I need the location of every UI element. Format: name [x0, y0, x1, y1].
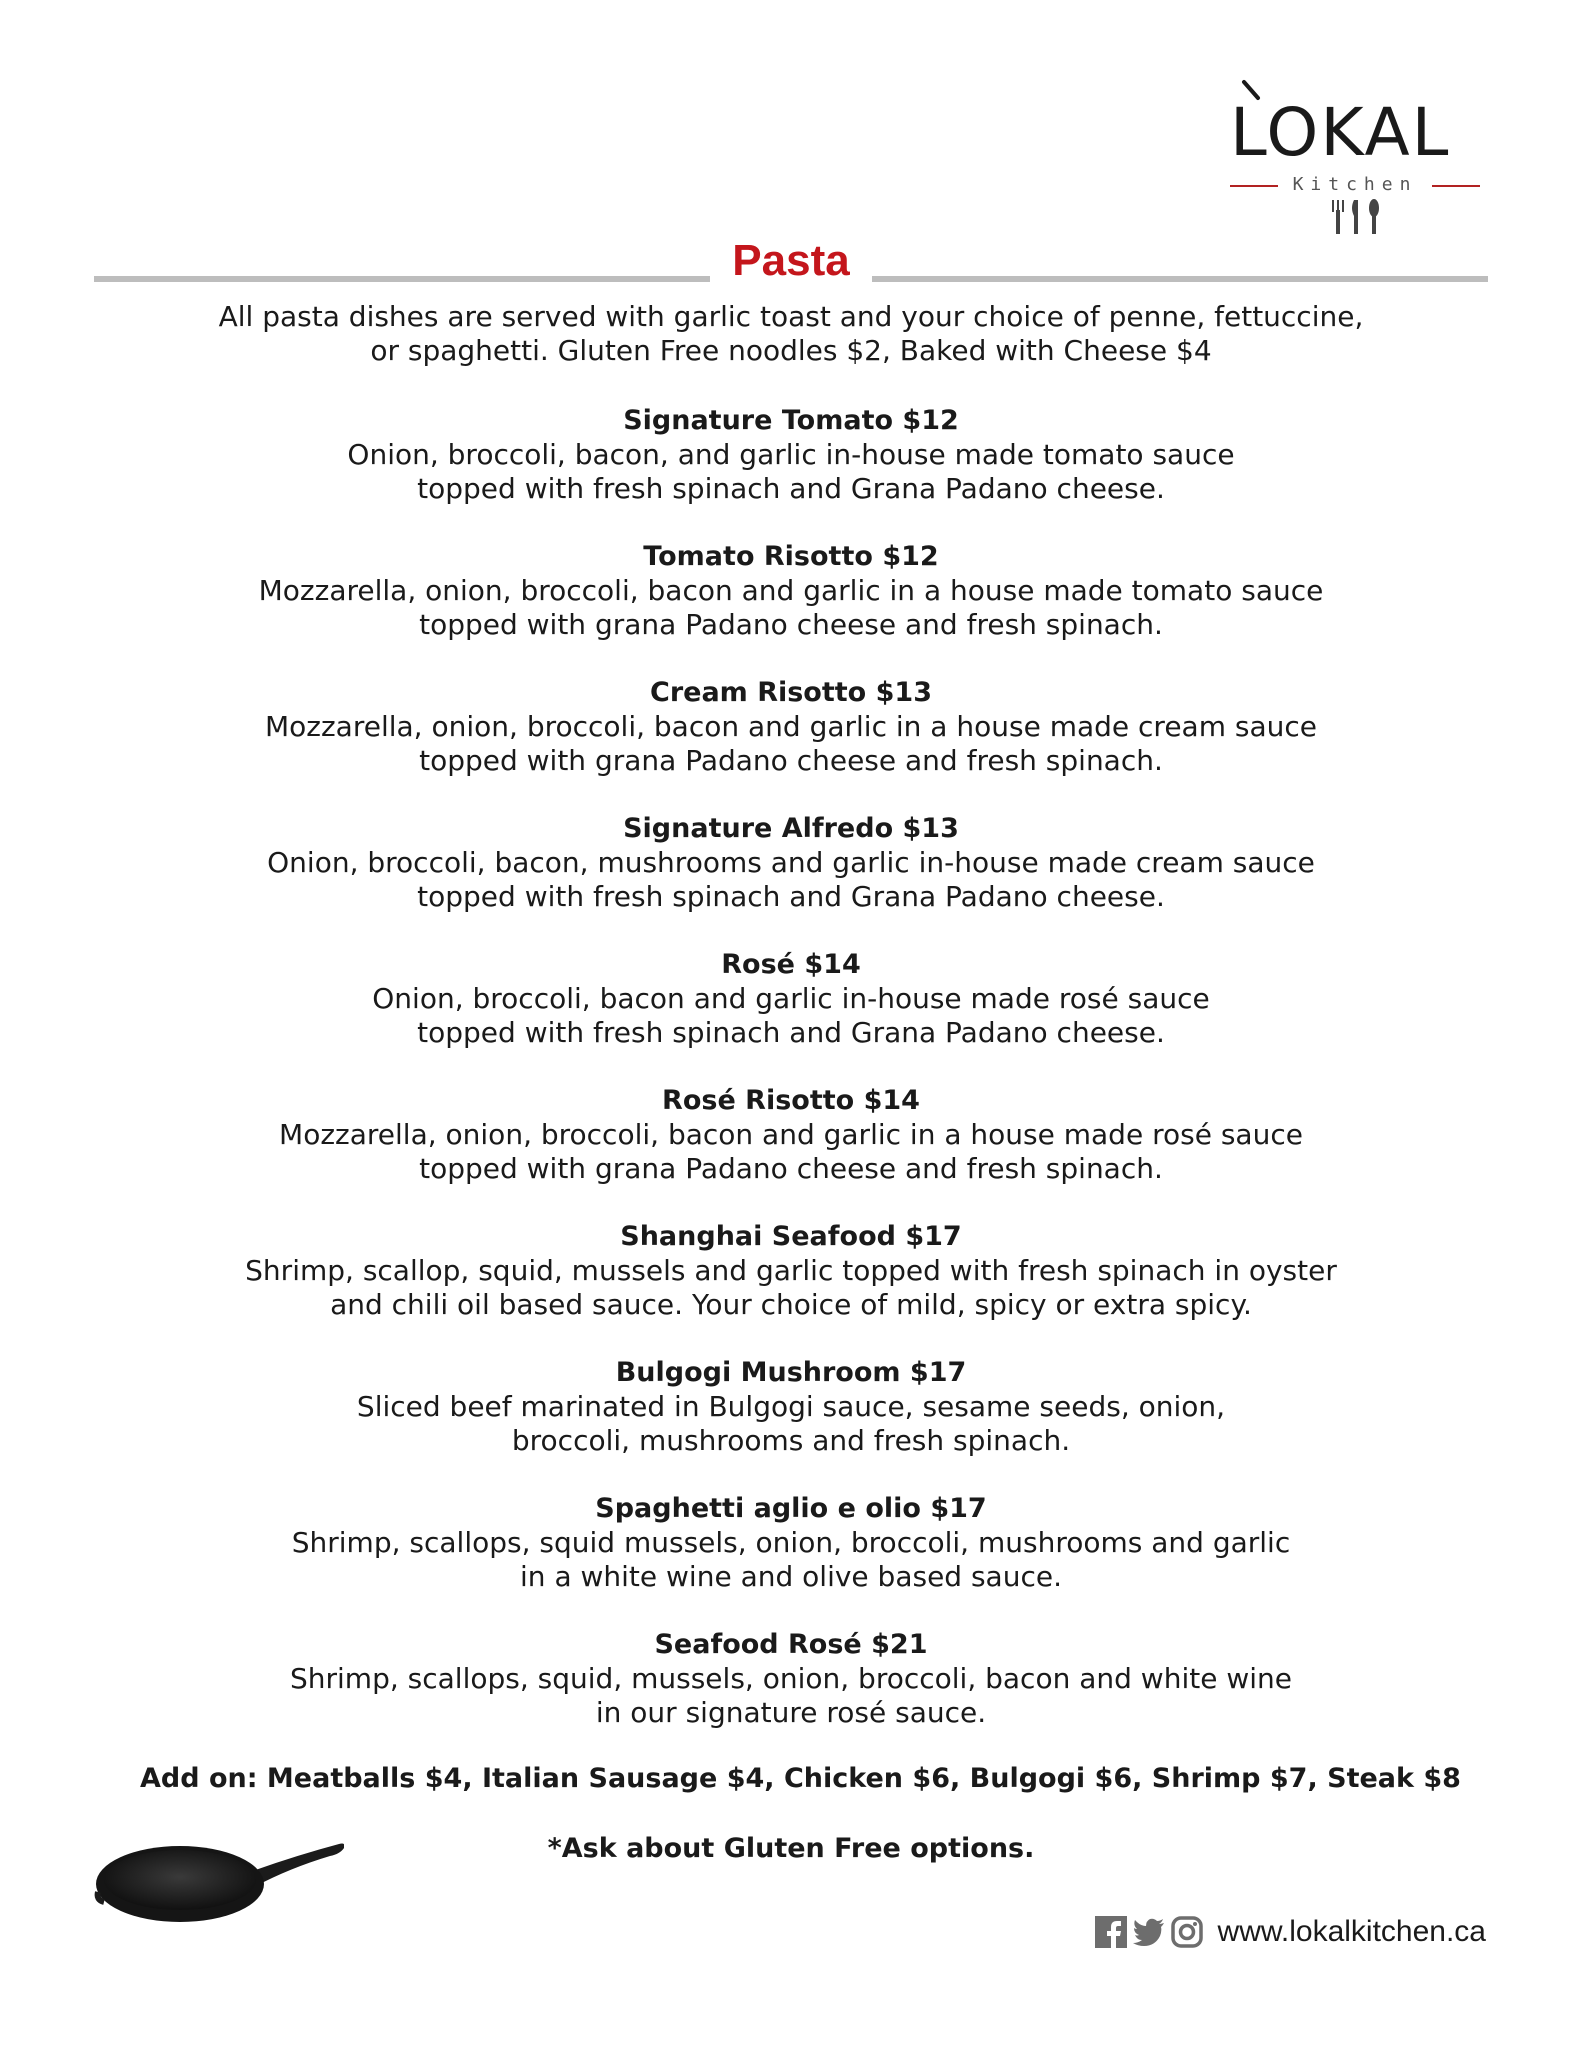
item-desc-line: Sliced beef marinated in Bulgogi sauce, sesame seeds, onion,: [356, 1390, 1226, 1423]
item-desc-line: in a white wine and olive based sauce.: [520, 1560, 1062, 1593]
facebook-icon[interactable]: [1094, 1915, 1128, 1949]
item-desc-line: Onion, broccoli, bacon and garlic in-house made rosé sauce: [372, 982, 1210, 1015]
menu-item: [140, 676, 1442, 812]
page-title: Pasta: [94, 236, 1488, 286]
item-desc-line: in our signature rosé sauce.: [595, 1696, 987, 1729]
menu-item: [140, 1084, 1442, 1220]
menu-item: [140, 1492, 1442, 1628]
skillet-icon: [94, 1826, 344, 1926]
item-name: Spaghetti aglio e olio $17: [595, 1493, 987, 1524]
menu-item: [140, 1220, 1442, 1356]
item-name: Tomato Risotto $12: [643, 541, 939, 572]
item-desc-line: Shrimp, scallops, squid, mussels, onion, broccoli, bacon and white wine: [290, 1662, 1292, 1695]
footer: [1094, 1912, 1486, 1952]
intro-line: or spaghetti. Gluten Free noodles $2, Baked with Cheese $4: [370, 334, 1212, 367]
menu-item: [140, 812, 1442, 948]
item-name: Signature Tomato $12: [623, 405, 959, 436]
logo-subtitle: Kitchen: [1292, 174, 1418, 195]
menu-item: [140, 404, 1442, 540]
item-desc-line: Mozzarella, onion, broccoli, bacon and garlic in a house made tomato sauce: [258, 574, 1324, 607]
item-name: Bulgogi Mushroom $17: [615, 1357, 967, 1388]
item-desc-line: topped with fresh spinach and Grana Padano cheese.: [417, 472, 1165, 505]
intro-line: All pasta dishes are served with garlic toast and your choice of penne, fettuccine,: [218, 300, 1364, 333]
item-desc-line: topped with grana Padano cheese and fresh spinach.: [419, 744, 1163, 777]
item-desc-line: broccoli, mushrooms and fresh spinach.: [511, 1424, 1071, 1457]
menu-item: [140, 540, 1442, 676]
menu-item: [140, 1628, 1442, 1764]
logo-subtitle-row: [1230, 174, 1480, 198]
item-name: Signature Alfredo $13: [623, 813, 959, 844]
logo: [1220, 78, 1480, 238]
item-desc-line: topped with grana Padano cheese and fresh spinach.: [419, 608, 1163, 641]
logo-wordmark: LOKAL: [1230, 94, 1451, 171]
menu-items: [140, 404, 1442, 1764]
add-on-text: Add on: Meatballs $4, Italian Sausage $4, Chicken $6, Bulgogi $6, Shrimp $7, Steak $8: [140, 1763, 1461, 1794]
social-icons: [1094, 1915, 1204, 1949]
item-desc-line: topped with fresh spinach and Grana Padano cheese.: [417, 1016, 1165, 1049]
utensils-icon: [1320, 196, 1390, 236]
item-desc-line: and chili oil based sauce. Your choice of mild, spicy or extra spicy.: [330, 1288, 1252, 1321]
item-desc-line: Mozzarella, onion, broccoli, bacon and garlic in a house made rosé sauce: [279, 1118, 1303, 1151]
item-desc-line: topped with fresh spinach and Grana Padano cheese.: [417, 880, 1165, 913]
item-name: Shanghai Seafood $17: [620, 1221, 962, 1252]
item-desc-line: topped with grana Padano cheese and fresh spinach.: [419, 1152, 1163, 1185]
instagram-icon[interactable]: [1170, 1915, 1204, 1949]
item-name: Rosé $14: [721, 949, 861, 980]
item-desc-line: Mozzarella, onion, broccoli, bacon and garlic in a house made cream sauce: [265, 710, 1317, 743]
item-name: Cream Risotto $13: [650, 677, 932, 708]
item-name: Seafood Rosé $21: [654, 1629, 928, 1660]
menu-item: [140, 948, 1442, 1084]
item-name: Rosé Risotto $14: [662, 1085, 920, 1116]
gluten-free-note: *Ask about Gluten Free options.: [547, 1833, 1035, 1864]
menu-item: [140, 1356, 1442, 1492]
item-desc-line: Shrimp, scallops, squid mussels, onion, broccoli, mushrooms and garlic: [291, 1526, 1291, 1559]
section-header: [94, 236, 1488, 296]
intro-text: [140, 300, 1442, 368]
item-desc-line: Onion, broccoli, bacon, and garlic in-house made tomato sauce: [347, 438, 1235, 471]
item-desc-line: Onion, broccoli, bacon, mushrooms and garlic in-house made cream sauce: [267, 846, 1315, 879]
logo-rule-left: [1230, 185, 1278, 187]
twitter-icon[interactable]: [1132, 1915, 1166, 1949]
item-desc-line: Shrimp, scallop, squid, mussels and garlic topped with fresh spinach in oyster: [245, 1254, 1337, 1287]
website-link[interactable]: www.lokalkitchen.ca: [1217, 1915, 1486, 1948]
logo-rule-right: [1432, 185, 1480, 187]
